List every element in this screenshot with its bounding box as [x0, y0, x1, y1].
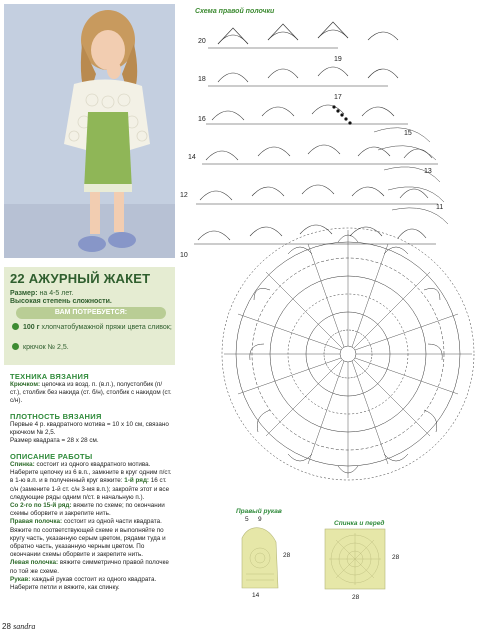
description-left-front: Левая полочка: вяжите симметрично правой полочке по той же схеме.: [10, 559, 169, 575]
scheme-title: Схема правой полочки: [195, 8, 275, 15]
row-number: 13: [424, 168, 432, 175]
fan-row: [206, 105, 408, 124]
page-footer: 28 sandra: [2, 622, 36, 631]
row-number: 16: [198, 116, 206, 123]
row-number: 10: [180, 252, 188, 259]
fan-row: [202, 145, 438, 164]
round-motif: [222, 228, 474, 480]
materials-heading: ВАМ ПОТРЕБУЕТСЯ:: [16, 307, 166, 319]
size-line: Размер: на 4-5 лет.: [10, 290, 74, 297]
model-photo: [4, 4, 175, 258]
fan-row: [208, 67, 398, 86]
technique-heading: ТЕХНИКА ВЯЗАНИЯ: [10, 372, 89, 381]
pattern-title-panel: [4, 267, 175, 365]
bullet-dot-icon: [12, 343, 19, 350]
row-number: 18: [198, 76, 206, 83]
description-heading: ОПИСАНИЕ РАБОТЫ: [10, 452, 93, 461]
sleeve-schematic: [240, 524, 280, 590]
sleeve-dim-height: 28: [283, 552, 291, 559]
row-number: 11: [436, 204, 444, 211]
description-right-front: Правая полочка: состоит из одной части квадрата. Вяжите по соответствующей схеме и выполняйте по кругу часть, указанную серым цветом, рядами туда и обратно часть, указанную черным цветом. По окончании схемы оборвите и закрепите нить.: [10, 518, 166, 559]
row-number: 20: [198, 38, 206, 45]
sleeve-dim-top-left: 5: [245, 516, 249, 523]
fan-row: [194, 225, 436, 244]
materials-item-yarn: 100 г хлопчатобумажной пряжи цвета сливок;: [12, 323, 172, 332]
back-schematic-label: Спинка и перед: [334, 520, 385, 527]
difficulty-line: Высокая степень сложности.: [10, 298, 112, 305]
child-photo-illustration: [4, 4, 175, 258]
row-number: 14: [188, 154, 196, 161]
description-back: Спинка: состоит из одного квадратного мотива. Наберите цепочку из 6 в.п., замкните в круг одним п/ст. в 1-ю в.п. и в полученный круг вяжите: 1-й ряд: 16 ст. с/н (замените 1-й ст. с/н 3-мя в.п.); закройте этот и все следующие ряды одним п/ст. в начальную п.).: [10, 461, 172, 501]
sleeve-dim-top-right: 9: [258, 516, 262, 523]
back-dim-height: 28: [392, 554, 400, 561]
fan-row: [196, 185, 438, 204]
description-rows: Со 2-го по 15-й ряд: вяжите по схеме; по окончании схемы оборвите и закрепите нить.: [10, 502, 165, 518]
sleeve-dim-bottom: 14: [252, 592, 260, 599]
back-dim-bottom: 28: [352, 594, 360, 601]
row-number: 15: [404, 130, 412, 137]
row-number: 19: [334, 56, 342, 63]
fan-row: [208, 22, 398, 48]
row-number: 12: [180, 192, 188, 199]
materials-item-hook: крючок № 2,5.: [12, 343, 69, 352]
technique-text: Крючком: цепочка из возд. п. (в.п.), полустолбик (п/ст.), столбик без накида (ст. б/н), столбик с накидом (ст. с/н).: [10, 381, 172, 405]
description-sleeve: Рукав: каждый рукав состоит из одного квадрата. Наберите петли и вяжите, как спинку.: [10, 575, 157, 592]
pattern-title: 22 АЖУРНЫЙ ЖАКЕТ: [10, 271, 151, 286]
back-schematic: [324, 528, 386, 590]
fan-rows: [194, 22, 438, 244]
description-text: [10, 461, 173, 592]
crochet-scheme-diagram: [178, 14, 488, 504]
density-heading: ПЛОТНОСТЬ ВЯЗАНИЯ: [10, 412, 102, 421]
density-text: Первые 4 р. квадратного мотива = 10 х 10 см, связано крючком № 2,5. Размер квадрата = 28 х 28 см.: [10, 421, 169, 445]
sleeve-schematic-label: Правый рукав: [236, 508, 282, 515]
row-number: 17: [334, 94, 342, 101]
row-marker-dots: [332, 105, 351, 124]
bullet-dot-icon: [12, 323, 19, 330]
